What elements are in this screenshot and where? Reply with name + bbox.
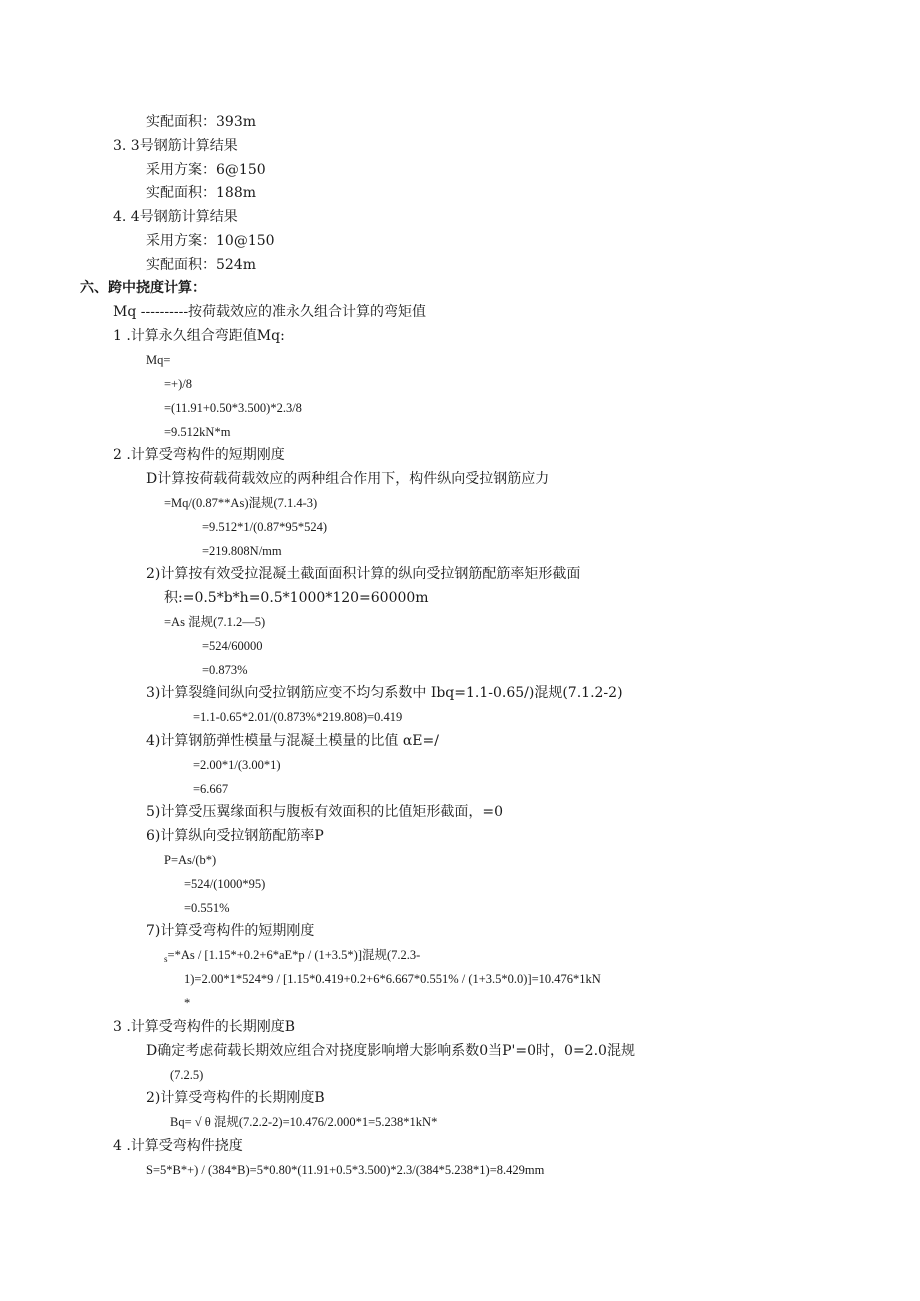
formula-line: =+)/8 [164, 377, 192, 391]
text-line: 2)计算受弯构件的长期刚度B [146, 1090, 325, 1106]
text-line: 4)计算钢筋弹性模量与混凝土模量的比值 αE=/ [146, 733, 439, 749]
text-line: 4. 4号钢筋计算结果 [113, 209, 238, 225]
text-line: 6)计算纵向受拉钢筋配筋率P [146, 828, 324, 844]
text-line: 采用方案：10@150 [146, 233, 275, 249]
formula-line: 1)=2.00*1*524*9 / [1.15*0.419+0.2+6*6.667*0.551% / (1+3.5*0.0)]=10.476*1kN [184, 972, 601, 986]
formula-line: =(11.91+0.50*3.500)*2.3/8 [164, 401, 302, 415]
text-line: 3. 3号钢筋计算结果 [113, 138, 238, 154]
formula-line: =9.512kN*m [164, 425, 231, 439]
text-line: 5)计算受压翼缘面积与腹板有效面积的比值矩形截面，=0 [146, 804, 504, 820]
formula-line: =Mq/(0.87**As)混规(7.1.4-3) [164, 496, 318, 510]
text-line: Mq ----------按荷载效应的准永久组合计算的弯矩值 [113, 304, 427, 320]
formula-line: =0.551% [184, 901, 230, 915]
text-line: 1 .计算永久组合弯距值Mq: [113, 328, 285, 344]
formula-line: * [184, 996, 191, 1010]
formula-line: =219.808N/mm [202, 544, 282, 558]
text-line: 4 .计算受弯构件挠度 [113, 1138, 243, 1154]
formula-line: =0.873% [202, 663, 248, 677]
formula-line: S=5*B*+) / (384*B)=5*0.80*(11.91+0.5*3.500)*2.3/(384*5.238*1)=8.429mm [146, 1163, 545, 1177]
text-line: 积:=0.5*b*h=0.5*1000*120=60000m [164, 590, 429, 606]
formula-line: =As 混规(7.1.2—5) [164, 615, 266, 629]
text-line: 实配面积：524m [146, 257, 256, 273]
text-line: 实配面积：393m [146, 114, 256, 130]
formula-line: (7.2.5) [170, 1068, 204, 1082]
formula-line [164, 946, 420, 965]
text-line: 2)计算按有效受拉混凝土截面面积计算的纵向受拉钢筋配筋率矩形截面 [146, 566, 581, 582]
text-line: D确定考虑荷载长期效应组合对挠度影响增大影响系数0当P'=0时，0=2.0混规 [146, 1043, 635, 1059]
formula-line: Bq= √ θ 混规(7.2.2-2)=10.476/2.000*1=5.238*1kN* [170, 1115, 438, 1129]
formula-line: =524/60000 [202, 639, 263, 653]
section-heading: 六、跨中挠度计算： [80, 280, 206, 296]
formula-text: =*As / [1.15*+0.2+6*aE*p / (1+3.5*)]混规(7.2.3- [167, 948, 421, 962]
formula-line: P=As/(b*) [164, 853, 217, 867]
text-line: 3)计算裂缝间纵向受拉钢筋应变不均匀系数中 Ibq=1.1-0.65/)混规(7.1.2-2) [146, 685, 623, 701]
text-line: 采用方案：6@150 [146, 162, 266, 178]
subscript: s [164, 954, 168, 964]
text-line: 7)计算受弯构件的短期刚度 [146, 923, 315, 939]
formula-line: Mq= [146, 353, 171, 367]
formula-line: =524/(1000*95) [184, 877, 266, 891]
formula-line: =6.667 [193, 782, 229, 796]
formula-line: =9.512*1/(0.87*95*524) [202, 520, 328, 534]
text-line: D计算按荷载荷载效应的两种组合作用下，构件纵向受拉钢筋应力 [146, 471, 550, 487]
text-line: 3 .计算受弯构件的长期刚度B [113, 1019, 296, 1035]
formula-line: =2.00*1/(3.00*1) [193, 758, 281, 772]
text-line: 实配面积：188m [146, 185, 256, 201]
text-line: 2 .计算受弯构件的短期刚度 [113, 447, 285, 463]
formula-line: =1.1-0.65*2.01/(0.873%*219.808)=0.419 [193, 710, 403, 724]
